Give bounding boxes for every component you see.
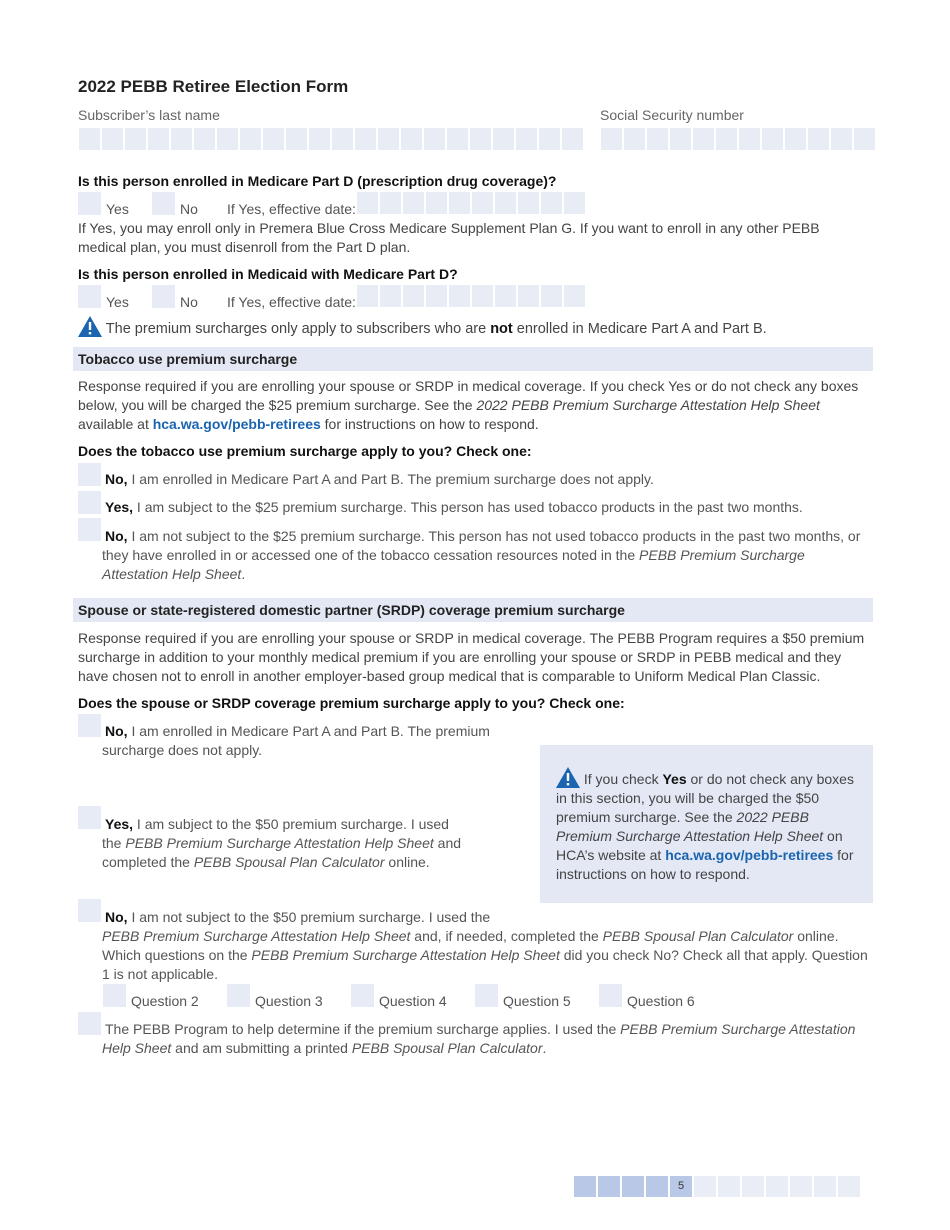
char-cell[interactable] bbox=[378, 128, 399, 150]
char-cell[interactable] bbox=[355, 128, 376, 150]
char-cell[interactable] bbox=[125, 128, 146, 150]
page-cell bbox=[622, 1176, 644, 1197]
char-cell[interactable] bbox=[716, 128, 737, 150]
char-cell[interactable] bbox=[495, 285, 516, 307]
char-cell[interactable] bbox=[472, 192, 493, 214]
char-cell[interactable] bbox=[831, 128, 852, 150]
char-cell[interactable] bbox=[562, 128, 583, 150]
page-cell bbox=[742, 1176, 764, 1197]
question-4-label: Question 4 bbox=[379, 993, 447, 1009]
char-cell[interactable] bbox=[401, 128, 422, 150]
char-cell[interactable] bbox=[470, 128, 491, 150]
spouse-help-link[interactable]: hca.wa.gov/pebb-retirees bbox=[665, 847, 834, 863]
char-cell[interactable] bbox=[493, 128, 514, 150]
tobacco-header: Tobacco use premium surcharge bbox=[73, 347, 873, 371]
page-cell bbox=[766, 1176, 788, 1197]
tobacco-no-checkbox[interactable] bbox=[78, 518, 101, 541]
page-number: 5 bbox=[670, 1176, 692, 1197]
char-cell[interactable] bbox=[539, 128, 560, 150]
char-cell[interactable] bbox=[670, 128, 691, 150]
char-cell[interactable] bbox=[541, 285, 562, 307]
surcharge-notice: The premium surcharges only apply to subscribers who are not enrolled in Medicare Part A and Part B. bbox=[78, 316, 767, 337]
char-cell[interactable] bbox=[357, 285, 378, 307]
char-cell[interactable] bbox=[447, 128, 468, 150]
char-cell[interactable] bbox=[762, 128, 783, 150]
spouse-no-medicare-checkbox[interactable] bbox=[78, 714, 101, 737]
medicaid-date-label: If Yes, effective date: bbox=[227, 294, 356, 310]
char-cell[interactable] bbox=[148, 128, 169, 150]
char-cell[interactable] bbox=[449, 285, 470, 307]
ssn-label: Social Security number bbox=[600, 107, 744, 123]
warning-icon bbox=[556, 767, 580, 788]
medicaid-no-label: No bbox=[180, 294, 198, 310]
tobacco-opt3: No, I am not subject to the $25 premium surcharge. This person has not used tobacco products in the past two months, or they have enrolled in or accessed one of the tobacco cessation resources noted in the PEBB Premium Surcharge Attestation Help Sheet. bbox=[102, 528, 861, 582]
spouse-warning-text: If you check Yes or do not check any boxes in this section, you will be charged the $50 premium surcharge. See the 2022 PEBB Premium Surcharge Attestation Help Sheet on HCA’s website at hca.wa.gov/pebb-retirees for instructions on how to respond. bbox=[556, 767, 856, 884]
medicare-d-no-checkbox[interactable] bbox=[152, 192, 175, 215]
char-cell[interactable] bbox=[194, 128, 215, 150]
question-6-checkbox[interactable] bbox=[599, 984, 622, 1007]
char-cell[interactable] bbox=[240, 128, 261, 150]
char-cell[interactable] bbox=[601, 128, 622, 150]
tobacco-yes-checkbox[interactable] bbox=[78, 491, 101, 514]
page-cell bbox=[574, 1176, 596, 1197]
char-cell[interactable] bbox=[516, 128, 537, 150]
ssn-input[interactable] bbox=[601, 128, 875, 150]
char-cell[interactable] bbox=[424, 128, 445, 150]
char-cell[interactable] bbox=[541, 192, 562, 214]
char-cell[interactable] bbox=[263, 128, 284, 150]
page-indicator bbox=[574, 1176, 860, 1197]
char-cell[interactable] bbox=[693, 128, 714, 150]
page-cell bbox=[598, 1176, 620, 1197]
char-cell[interactable] bbox=[739, 128, 760, 150]
last-name-label: Subscriber’s last name bbox=[78, 107, 220, 123]
warning-icon bbox=[78, 316, 102, 337]
medicaid-yes-label: Yes bbox=[106, 294, 129, 310]
char-cell[interactable] bbox=[426, 192, 447, 214]
char-cell[interactable] bbox=[449, 192, 470, 214]
spouse-opt4: The PEBB Program to help determine if the premium surcharge applies. I used the PEBB Premium Surcharge Attestation Help Sheet and am submitting a printed PEBB Spousal Plan Calculator. bbox=[102, 1021, 856, 1056]
tobacco-help-link[interactable]: hca.wa.gov/pebb-retirees bbox=[152, 416, 321, 432]
char-cell[interactable] bbox=[403, 285, 424, 307]
medicaid-yes-checkbox[interactable] bbox=[78, 285, 101, 308]
tobacco-question: Does the tobacco use premium surcharge apply to you? Check one: bbox=[78, 443, 532, 459]
char-cell[interactable] bbox=[403, 192, 424, 214]
question-3-label: Question 3 bbox=[255, 993, 323, 1009]
spouse-opt3: No, I am not subject to the $50 premium surcharge. I used the PEBB Premium Surcharge Attestation Help Sheet and, if needed, completed the PEBB Spousal Plan Calculator online. Which questions on the PEBB Premium Surcharge Attestation Help Sheet did you check No? Check all that apply. Question 1 is not applicable. bbox=[102, 909, 868, 982]
spouse-opt1: No, I am enrolled in Medicare Part A and Part B. The premium surcharge does not apply. bbox=[102, 723, 490, 758]
spouse-yes-checkbox[interactable] bbox=[78, 806, 101, 829]
last-name-input[interactable] bbox=[79, 128, 583, 150]
tobacco-intro: Response required if you are enrolling your spouse or SRDP in medical coverage. If you check Yes or do not check any boxes below, you will be charged the $25 premium surcharge. See the 2022 PEBB Premium Surcharge Attestation Help Sheet available at hca.wa.gov/pebb-retirees for instructions on how to respond. bbox=[78, 378, 859, 432]
char-cell[interactable] bbox=[380, 192, 401, 214]
char-cell[interactable] bbox=[808, 128, 829, 150]
char-cell[interactable] bbox=[647, 128, 668, 150]
spouse-opt2: Yes, I am subject to the $50 premium surcharge. I used the PEBB Premium Surcharge Attestation Help Sheet and completed the PEBB Spousal Plan Calculator online. bbox=[102, 816, 462, 870]
char-cell[interactable] bbox=[624, 128, 645, 150]
medicare-d-date-input[interactable] bbox=[357, 192, 585, 214]
medicare-d-question: Is this person enrolled in Medicare Part D (prescription drug coverage)? bbox=[78, 173, 557, 189]
page-cell bbox=[790, 1176, 812, 1197]
char-cell[interactable] bbox=[380, 285, 401, 307]
page-cell bbox=[694, 1176, 716, 1197]
char-cell[interactable] bbox=[309, 128, 330, 150]
spouse-header: Spouse or state-registered domestic partner (SRDP) coverage premium surcharge bbox=[73, 598, 873, 622]
char-cell[interactable] bbox=[495, 192, 516, 214]
spouse-intro: Response required if you are enrolling your spouse or SRDP in medical coverage. The PEBB Program requires a $50 premium surcharge in addition to your monthly medical premium if you are enrolling your spouse or SRDP in PEBB medical and they have chosen not to enroll in another employer-based group medical that is comparable to Uniform Medical Plan Classic. bbox=[78, 630, 865, 684]
char-cell[interactable] bbox=[785, 128, 806, 150]
char-cell[interactable] bbox=[518, 285, 539, 307]
char-cell[interactable] bbox=[286, 128, 307, 150]
char-cell[interactable] bbox=[102, 128, 123, 150]
medicare-d-yes-label: Yes bbox=[106, 201, 129, 217]
char-cell[interactable] bbox=[332, 128, 353, 150]
question-2-checkbox[interactable] bbox=[103, 984, 126, 1007]
medicare-d-note: If Yes, you may enroll only in Premera Blue Cross Medicare Supplement Plan G. If you want to enroll in any other PEBB medical plan, you must disenroll from the Part D plan. bbox=[78, 220, 820, 255]
question-3-checkbox[interactable] bbox=[227, 984, 250, 1007]
char-cell[interactable] bbox=[217, 128, 238, 150]
medicare-d-yes-checkbox[interactable] bbox=[78, 192, 101, 215]
question-5-checkbox[interactable] bbox=[475, 984, 498, 1007]
page-cell bbox=[646, 1176, 668, 1197]
tobacco-opt2: Yes, I am subject to the $25 premium surcharge. This person has used tobacco products in the past two months. bbox=[105, 499, 803, 515]
char-cell[interactable] bbox=[564, 285, 585, 307]
spouse-warning-box bbox=[540, 745, 873, 903]
tobacco-no-medicare-checkbox[interactable] bbox=[78, 463, 101, 486]
page-cell bbox=[718, 1176, 740, 1197]
page-cell bbox=[838, 1176, 860, 1197]
char-cell[interactable] bbox=[472, 285, 493, 307]
char-cell[interactable] bbox=[518, 192, 539, 214]
form-title: 2022 PEBB Retiree Election Form bbox=[78, 77, 349, 96]
question-6-label: Question 6 bbox=[627, 993, 695, 1009]
char-cell[interactable] bbox=[79, 128, 100, 150]
question-5-label: Question 5 bbox=[503, 993, 571, 1009]
char-cell[interactable] bbox=[564, 192, 585, 214]
char-cell[interactable] bbox=[854, 128, 875, 150]
char-cell[interactable] bbox=[171, 128, 192, 150]
tobacco-opt1: No, I am enrolled in Medicare Part A and Part B. The premium surcharge does not apply. bbox=[105, 471, 654, 487]
question-2-label: Question 2 bbox=[131, 993, 199, 1009]
medicaid-date-input[interactable] bbox=[357, 285, 585, 307]
medicare-d-no-label: No bbox=[180, 201, 198, 217]
spouse-question: Does the spouse or SRDP coverage premium surcharge apply to you? Check one: bbox=[78, 695, 625, 711]
char-cell[interactable] bbox=[426, 285, 447, 307]
medicare-d-date-label: If Yes, effective date: bbox=[227, 201, 356, 217]
page-cell bbox=[814, 1176, 836, 1197]
spouse-program-checkbox[interactable] bbox=[78, 1012, 101, 1035]
question-4-checkbox[interactable] bbox=[351, 984, 374, 1007]
spouse-no-checkbox[interactable] bbox=[78, 899, 101, 922]
medicaid-question: Is this person enrolled in Medicaid with Medicare Part D? bbox=[78, 266, 458, 282]
char-cell[interactable] bbox=[357, 192, 378, 214]
medicaid-no-checkbox[interactable] bbox=[152, 285, 175, 308]
